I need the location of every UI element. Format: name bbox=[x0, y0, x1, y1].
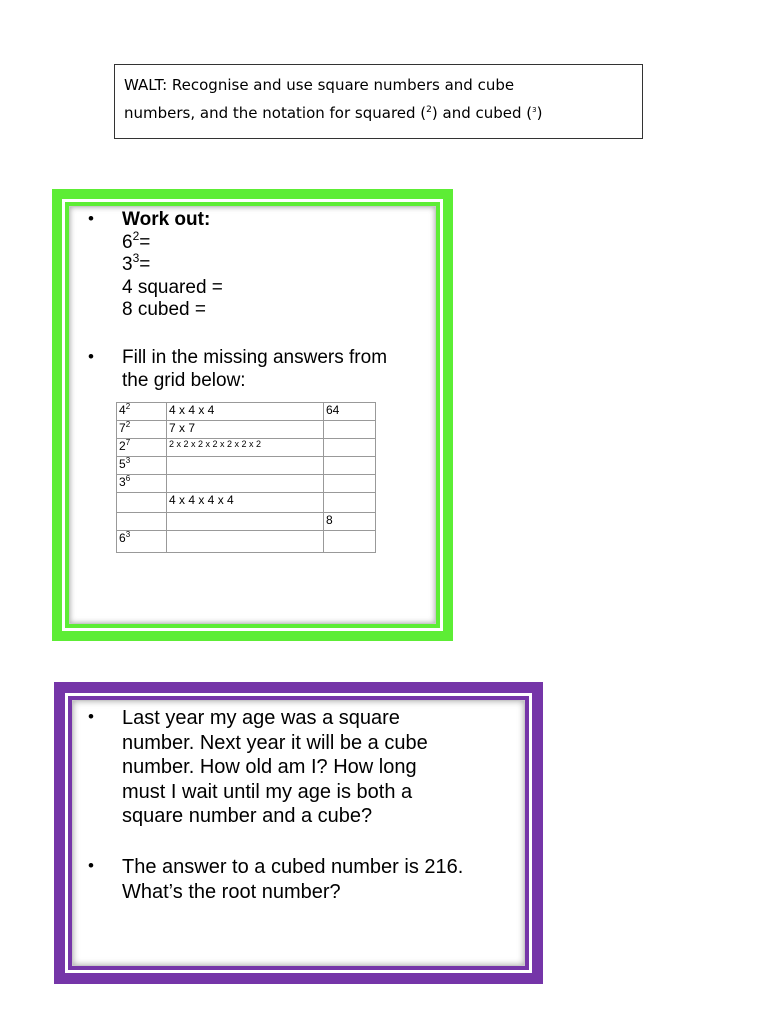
age-puzzle-line: number. Next year it will be a cube bbox=[122, 731, 428, 754]
grid-power-cell: $2^7$ bbox=[117, 439, 167, 457]
grid-expansion-cell bbox=[167, 513, 324, 531]
grid-row bbox=[117, 475, 376, 493]
work-out-heading: Work out: bbox=[122, 209, 211, 230]
grid-answer-cell bbox=[324, 439, 376, 457]
walt-line-2-text-b: ) and cubed ( bbox=[431, 104, 533, 122]
cube-root-line: What’s the root number? bbox=[122, 880, 341, 903]
bullet: • bbox=[88, 707, 94, 726]
grid-expansion-cell: 4 x 4 x 4 x 4 bbox=[167, 493, 324, 513]
age-puzzle-line: must I wait until my age is both a bbox=[122, 780, 413, 803]
powers-grid bbox=[116, 402, 376, 553]
grid-power-cell: $5^3$ bbox=[117, 457, 167, 475]
cube-root-line: The answer to a cubed number is 216. bbox=[122, 856, 464, 878]
grid-expansion-cell bbox=[167, 531, 324, 553]
question-3-cubed: $3^3=$ bbox=[122, 251, 151, 275]
grid-power-cell: $4^2$ bbox=[117, 403, 167, 421]
age-puzzle-line: square number and a cube? bbox=[122, 805, 373, 828]
question-6-squared: $6^2=$ bbox=[122, 228, 151, 253]
grid-answer-cell bbox=[324, 531, 376, 553]
walt-objective-box bbox=[114, 64, 643, 139]
work-out-block bbox=[122, 209, 223, 322]
grid-row bbox=[117, 403, 376, 421]
grid-expansion-cell: 4 x 4 x 4 bbox=[167, 403, 324, 421]
cube-root-question bbox=[122, 855, 463, 904]
walt-line-2-text-c: ) bbox=[536, 104, 543, 122]
grid-answer-cell: 8 bbox=[324, 513, 376, 531]
grid-answer-cell bbox=[324, 457, 376, 475]
age-puzzle-line: Last year my age was a square bbox=[122, 707, 400, 729]
walt-line-1: WALT: Recognise and use square numbers and cube bbox=[124, 76, 515, 94]
grid-answer-cell bbox=[324, 421, 376, 439]
grid-answer-cell bbox=[324, 493, 376, 513]
bullet: • bbox=[88, 347, 94, 366]
grid-power-cell bbox=[117, 493, 167, 513]
walt-line-2-text: numbers, and the notation for squared ( bbox=[124, 104, 427, 122]
fill-in-line-2: the grid below: bbox=[122, 369, 246, 391]
grid-power-cell: $7^2$ bbox=[117, 421, 167, 439]
grid-expansion-cell bbox=[167, 475, 324, 493]
grid-power-cell: $3^6$ bbox=[117, 475, 167, 493]
fill-in-instruction bbox=[122, 347, 387, 392]
grid-expansion-cell: 2 x 2 x 2 x 2 x 2 x 2 x 2 bbox=[167, 439, 324, 457]
fill-in-line-1: Fill in the missing answers from bbox=[122, 347, 388, 368]
squared-notation: 2 bbox=[426, 105, 432, 115]
grid-power-cell bbox=[117, 513, 167, 531]
question-8-cubed: 8 cubed = bbox=[122, 299, 206, 320]
bullet: • bbox=[88, 856, 94, 875]
age-puzzle-question bbox=[122, 706, 428, 829]
grid-answer-cell bbox=[324, 475, 376, 493]
grid-row bbox=[117, 493, 376, 513]
walt-line-2 bbox=[124, 99, 633, 127]
bullet: • bbox=[88, 209, 94, 228]
grid-expansion-cell: 7 x 7 bbox=[167, 421, 324, 439]
grid-row bbox=[117, 457, 376, 475]
grid-power-cell: $6^3$ bbox=[117, 531, 167, 553]
question-4-squared: 4 squared = bbox=[122, 276, 223, 298]
cubed-notation: 3 bbox=[532, 106, 537, 114]
grid-row bbox=[117, 421, 376, 439]
grid-row bbox=[117, 439, 376, 457]
grid-row bbox=[117, 513, 376, 531]
grid-answer-cell: 64 bbox=[324, 403, 376, 421]
grid-expansion-cell bbox=[167, 457, 324, 475]
grid-row bbox=[117, 531, 376, 553]
age-puzzle-line: number. How old am I? How long bbox=[122, 756, 417, 779]
